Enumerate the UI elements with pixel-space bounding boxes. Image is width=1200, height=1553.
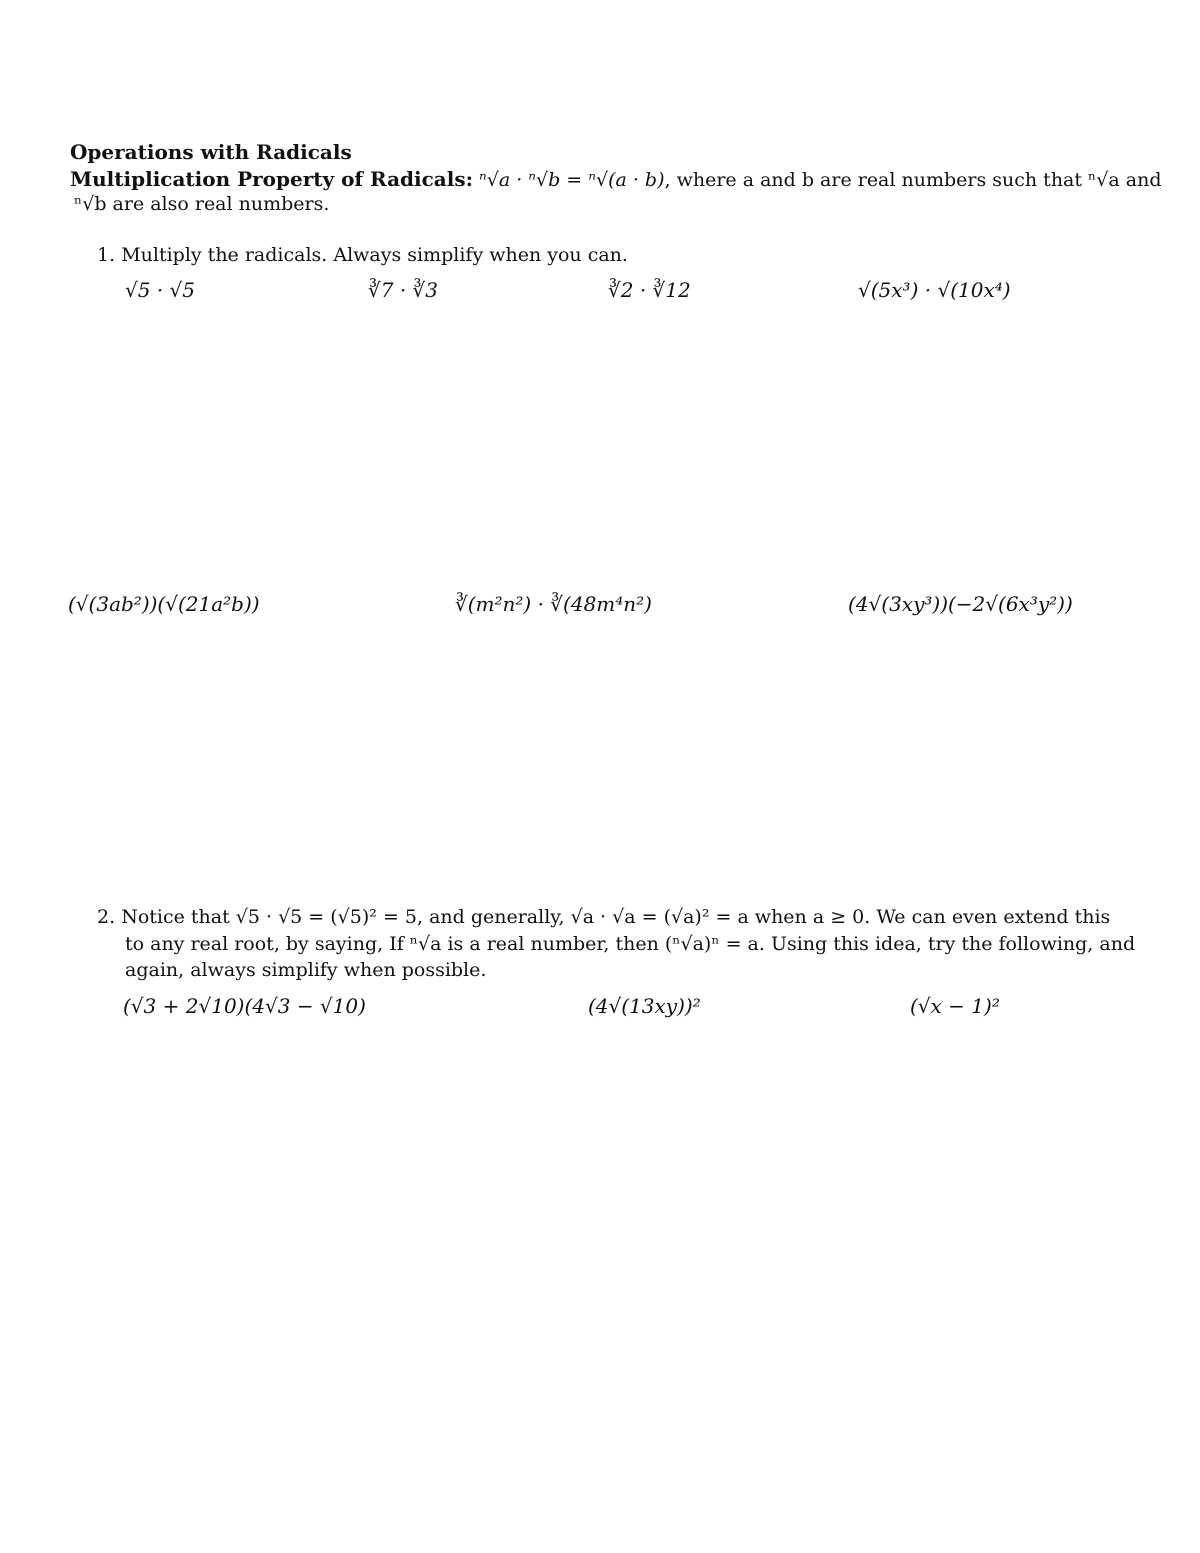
exercise-2a: (√3 + 2√10)(4√3 − √10) bbox=[123, 994, 366, 1018]
question-text-line-3: again, always simplify when possible. bbox=[125, 959, 487, 981]
property-tail: , where a and b are real numbers such that ⁿ√a and bbox=[664, 169, 1162, 191]
question-text-line-2: to any real root, by saying, If ⁿ√a is a real number, then (ⁿ√a)ⁿ = a. Using this idea, try the following, and bbox=[125, 933, 1136, 955]
property-statement bbox=[70, 167, 1161, 191]
exercise-1a: √5 · √5 bbox=[125, 278, 196, 302]
question-2 bbox=[97, 906, 1110, 928]
exercise-1e: (√(3ab²))(√(21a²b)) bbox=[68, 592, 260, 616]
exercise-1c: ∛2 · ∛12 bbox=[608, 278, 691, 302]
property-label: Multiplication Property of Radicals: bbox=[70, 167, 473, 191]
exercise-1d: √(5x³) · √(10x⁴) bbox=[858, 278, 1011, 302]
question-1 bbox=[97, 244, 628, 266]
question-instruction: Multiply the radicals. Always simplify when you can. bbox=[121, 244, 628, 266]
question-number: 2. bbox=[97, 906, 116, 928]
question-number: 1. bbox=[97, 244, 116, 266]
exercise-1b: ∛7 · ∛3 bbox=[368, 278, 439, 302]
exercise-1f: ∛(m²n²) · ∛(48m⁴n²) bbox=[455, 592, 652, 616]
exercise-2c: (√x − 1)² bbox=[910, 994, 1000, 1018]
property-formula: ⁿ√a · ⁿ√b = ⁿ√(a · b) bbox=[479, 169, 665, 191]
question-text-line-1: Notice that √5 · √5 = (√5)² = 5, and generally, √a · √a = (√a)² = a when a ≥ 0. We can even extend this bbox=[121, 906, 1111, 928]
exercise-2b: (4√(13xy))² bbox=[588, 994, 701, 1018]
exercise-1g: (4√(3xy³))(−2√(6x³y²)) bbox=[848, 592, 1073, 616]
property-line-2: ⁿ√b are also real numbers. bbox=[74, 193, 330, 215]
page-title: Operations with Radicals bbox=[70, 140, 352, 164]
